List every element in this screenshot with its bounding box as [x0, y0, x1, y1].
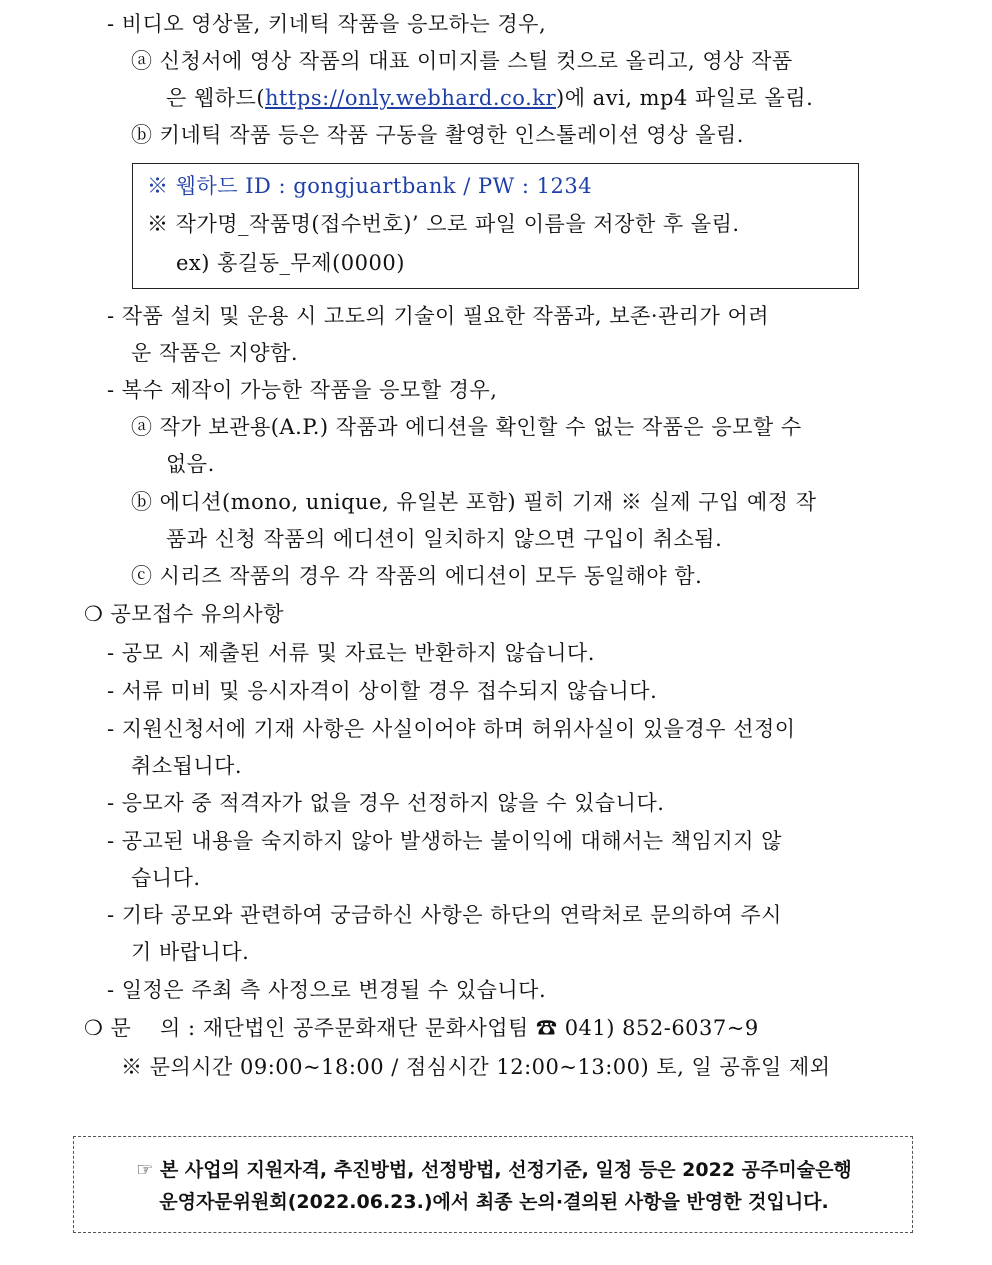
precaution-item: - 응모자 중 적격자가 없을 경우 선정하지 않을 수 있습니다. [107, 791, 665, 815]
precaution-item: - 공모 시 제출된 서류 및 자료는 반환하지 않습니다. [107, 641, 595, 665]
file-naming-rule: ※ 작가명_작품명(접수번호)’ 으로 파일 이름을 저장한 후 올림. [147, 212, 740, 236]
precaution-item: - 지원신청서에 기재 사항은 사실이어야 하며 허위사실이 있을경우 선정이 [107, 717, 796, 741]
installation-note-line2: 운 작품은 지양함. [131, 341, 299, 365]
precautions-heading: ❍ 공모접수 유의사항 [84, 602, 284, 626]
footer-note-line1: ☞ 본 사업의 지원자격, 추진방법, 선정방법, 선정기준, 일정 등은 2022 공주미술은행 [136, 1159, 852, 1181]
webhard-info-box [132, 163, 859, 289]
precaution-item-cont: 기 바랍니다. [131, 940, 250, 964]
precaution-item: - 공고된 내용을 숙지하지 않아 발생하는 불이익에 대해서는 책임지지 않 [107, 829, 782, 853]
contact-line: ❍ 문 의 : 재단법인 공주문화재단 문화사업팀 ☎ 041) 852-6037~9 [84, 1016, 759, 1040]
file-naming-example: ex) 홍길동_무제(0000) [176, 251, 405, 275]
multiple-item-a-line1: ⓐ 작가 보관용(A.P.) 작품과 에디션을 확인할 수 없는 작품은 응모할 수 [131, 415, 802, 439]
footer-note-box [73, 1136, 913, 1233]
video-item-a-post: )에 avi, mp4 파일로 올림. [556, 86, 814, 110]
multiple-item-b-line1: ⓑ 에디션(mono, unique, 유일본 포함) 필히 기재 ※ 실제 구입 예정 작 [131, 490, 817, 514]
video-section-heading: - 비디오 영상물, 키네틱 작품을 응모하는 경우, [107, 12, 547, 36]
installation-note-line1: - 작품 설치 및 운용 시 고도의 기술이 필요한 작품과, 보존·관리가 어려 [107, 304, 770, 328]
multiple-item-b-line2: 품과 신청 작품의 에디션이 일치하지 않으면 구입이 취소됨. [166, 527, 723, 551]
precaution-item-cont: 습니다. [131, 866, 201, 890]
video-item-a-line1: ⓐ 신청서에 영상 작품의 대표 이미지를 스틸 컷으로 올리고, 영상 작품 [131, 49, 793, 73]
video-item-a-pre: 은 웹하드( [166, 86, 266, 110]
precaution-item-cont: 취소됩니다. [131, 754, 243, 778]
contact-hours: ※ 문의시간 09:00~18:00 / 점심시간 12:00~13:00) 토, 일 공휴일 제외 [121, 1055, 831, 1079]
multiple-section-heading: - 복수 제작이 가능한 작품을 응모할 경우, [107, 378, 498, 402]
multiple-item-a-line2: 없음. [166, 452, 215, 476]
precaution-item: - 서류 미비 및 응시자격이 상이할 경우 접수되지 않습니다. [107, 679, 658, 703]
webhard-link[interactable]: https://only.webhard.co.kr [265, 86, 557, 110]
video-item-a-line2 [166, 83, 813, 113]
webhard-credentials: ※ 웹하드 ID : gongjuartbank / PW : 1234 [147, 174, 593, 198]
precaution-item: - 일정은 주최 측 사정으로 변경될 수 있습니다. [107, 978, 547, 1002]
multiple-item-c: ⓒ 시리즈 작품의 경우 각 작품의 에디션이 모두 동일해야 함. [131, 564, 703, 588]
precaution-item: - 기타 공모와 관련하여 궁금하신 사항은 하단의 연락처로 문의하여 주시 [107, 903, 782, 927]
footer-note-line2: 운영자문위원회(2022.06.23.)에서 최종 논의·결의된 사항을 반영한 것입니다. [159, 1191, 829, 1213]
video-item-b: ⓑ 키네틱 작품 등은 작품 구동을 촬영한 인스톨레이션 영상 올림. [131, 123, 744, 147]
